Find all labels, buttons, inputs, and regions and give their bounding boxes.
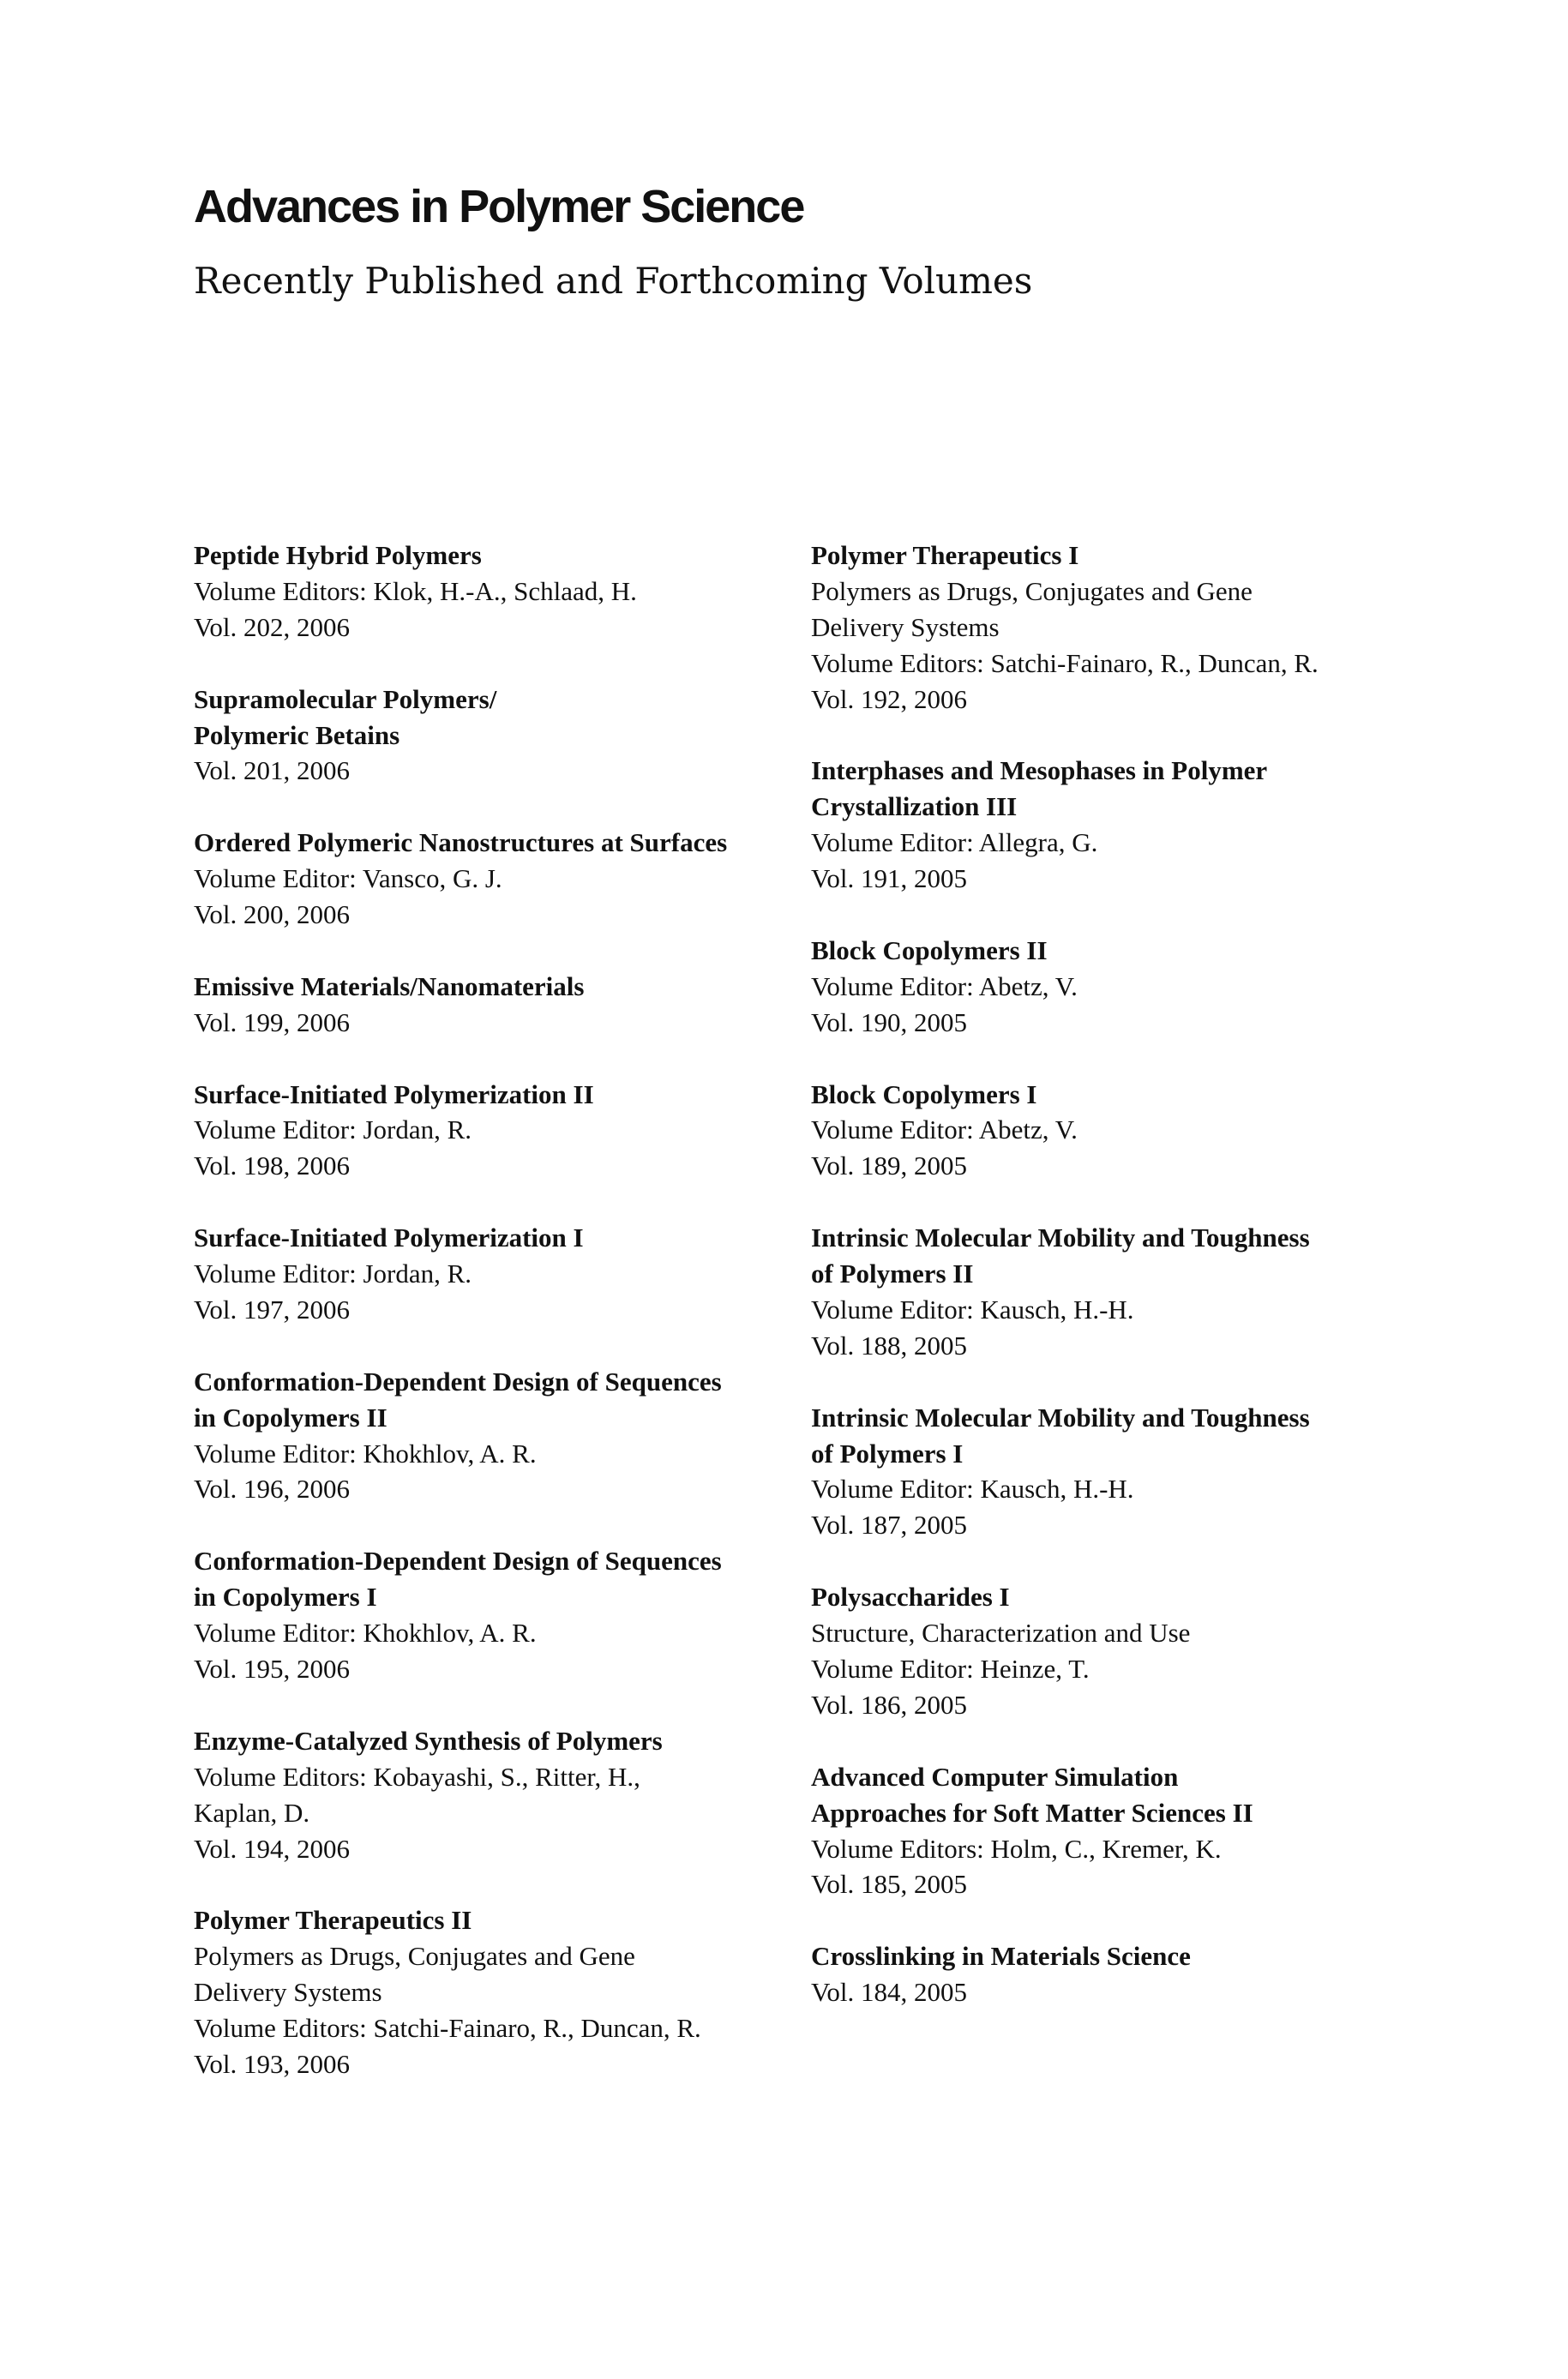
volume-entry (811, 1938, 1428, 2010)
volume-detail-line: Vol. 197, 2006 (194, 1294, 351, 1325)
volume-detail-line: Vol. 198, 2006 (194, 1150, 351, 1181)
volume-detail-line: Volume Editor: Khokhlov, A. R. (194, 1438, 537, 1469)
volume-title-line: Advanced Computer Simulation (811, 1761, 1179, 1792)
volume-title-line: of Polymers II (811, 1259, 974, 1289)
volume-entry (194, 1543, 794, 1687)
volume-detail-line: Vol. 188, 2005 (811, 1330, 968, 1361)
volume-detail-line: Volume Editor: Abetz, V. (811, 1114, 1078, 1145)
volume-detail-line: Delivery Systems (194, 1977, 382, 2008)
volume-detail-line: Vol. 192, 2006 (811, 683, 968, 714)
volume-detail-line: Volume Editor: Abetz, V. (811, 970, 1078, 1001)
volume-entry (811, 1220, 1428, 1364)
volume-detail-line: Delivery Systems (811, 611, 1000, 642)
volume-title-line: Block Copolymers II (811, 934, 1048, 965)
volume-detail-line: Vol. 190, 2005 (811, 1006, 968, 1037)
volume-entry (194, 1077, 794, 1185)
volume-detail-line: Vol. 187, 2005 (811, 1510, 968, 1541)
volume-title-line: Block Copolymers I (811, 1078, 1037, 1109)
volume-title-line: Emissive Materials/Nanomaterials (194, 970, 585, 1001)
volume-title-line: Enzyme-Catalyzed Synthesis of Polymers (194, 1725, 663, 1756)
volume-detail-line: Polymers as Drugs, Conjugates and Gene (811, 575, 1253, 606)
volume-title-line: Crosslinking in Materials Science (811, 1941, 1191, 1972)
volume-entry (811, 1400, 1428, 1544)
volume-title-line: in Copolymers I (194, 1582, 377, 1613)
volume-title-line: Interphases and Mesophases in Polymer (811, 755, 1268, 786)
volume-detail-line: Vol. 189, 2005 (811, 1150, 968, 1181)
volume-title-line: Polymeric Betains (194, 719, 400, 750)
volume-detail-line: Vol. 191, 2005 (811, 863, 968, 894)
volume-detail-line: Kaplan, D. (194, 1797, 310, 1828)
volume-detail-line: Volume Editor: Khokhlov, A. R. (194, 1618, 537, 1649)
volume-entry (194, 538, 794, 646)
volume-title-line: in Copolymers II (194, 1402, 387, 1433)
volume-title-line: Conformation-Dependent Design of Sequences (194, 1366, 722, 1397)
volume-entry (811, 1759, 1428, 1903)
volume-title-line: Peptide Hybrid Polymers (194, 540, 482, 570)
volume-entry (811, 753, 1428, 897)
volume-detail-line: Volume Editor: Kausch, H.-H. (811, 1474, 1134, 1505)
volume-detail-line: Volume Editor: Heinze, T. (811, 1654, 1090, 1684)
volume-detail-line: Vol. 200, 2006 (194, 899, 351, 930)
volume-detail-line: Volume Editor: Jordan, R. (194, 1114, 472, 1145)
volume-detail-line: Volume Editor: Vansco, G. J. (194, 863, 502, 894)
volume-entry (811, 538, 1428, 718)
volume-title-line: Supramolecular Polymers/ (194, 683, 497, 714)
volume-title-line: Conformation-Dependent Design of Sequences (194, 1546, 722, 1577)
volume-detail-line: Vol. 196, 2006 (194, 1474, 351, 1505)
volume-detail-line: Vol. 186, 2005 (811, 1689, 968, 1720)
volume-detail-line: Volume Editors: Kobayashi, S., Ritter, H., (194, 1761, 640, 1792)
volume-detail-line: Volume Editor: Kausch, H.-H. (811, 1294, 1134, 1325)
volume-entry (194, 1364, 794, 1508)
volume-title-line: Polymer Therapeutics II (194, 1905, 472, 1936)
volume-list-left-column (194, 538, 794, 2118)
volume-detail-line: Vol. 184, 2005 (811, 1977, 968, 2008)
volume-entry (811, 1579, 1428, 1723)
volume-entry (194, 682, 794, 790)
volume-title-line: Surface-Initiated Polymerization II (194, 1078, 594, 1109)
volume-detail-line: Vol. 194, 2006 (194, 1833, 351, 1864)
volume-detail-line: Vol. 195, 2006 (194, 1653, 351, 1684)
volume-title-line: Surface-Initiated Polymerization I (194, 1223, 584, 1253)
volume-title-line: Intrinsic Molecular Mobility and Toughness (811, 1402, 1310, 1433)
series-subtitle: Recently Published and Forthcoming Volumes (194, 260, 1033, 302)
volume-title-line: Polymer Therapeutics I (811, 540, 1079, 570)
volume-entry (811, 1077, 1428, 1185)
volume-title-line: Polysaccharides I (811, 1582, 1010, 1613)
volume-detail-line: Volume Editors: Klok, H.-A., Schlaad, H. (194, 575, 637, 606)
volume-title-line: Ordered Polymeric Nanostructures at Surfaces (194, 827, 728, 858)
volume-entry (194, 1723, 794, 1867)
volume-detail-line: Polymers as Drugs, Conjugates and Gene (194, 1941, 635, 1972)
volume-detail-line: Volume Editors: Satchi-Fainaro, R., Duncan, R. (811, 647, 1319, 678)
volume-entry (194, 825, 794, 933)
volume-entry (811, 933, 1428, 1041)
volume-detail-line: Volume Editors: Holm, C., Kremer, K. (811, 1833, 1222, 1864)
volume-title-line: Approaches for Soft Matter Sciences II (811, 1797, 1253, 1828)
volume-detail-line: Vol. 193, 2006 (194, 2048, 351, 2079)
volume-entry (194, 969, 794, 1041)
volume-title-line: Intrinsic Molecular Mobility and Toughness (811, 1223, 1310, 1253)
volume-detail-line: Vol. 201, 2006 (194, 755, 351, 786)
volume-detail-line: Volume Editor: Jordan, R. (194, 1259, 472, 1289)
series-title: Advances in Polymer Science (194, 181, 804, 232)
volume-entry (194, 1902, 794, 2082)
volume-list-right-column (811, 538, 1428, 2046)
volume-detail-line: Vol. 202, 2006 (194, 611, 351, 642)
volume-detail-line: Volume Editors: Satchi-Fainaro, R., Duncan, R. (194, 2013, 701, 2044)
volume-detail-line: Volume Editor: Allegra, G. (811, 827, 1098, 858)
volume-detail-line: Vol. 199, 2006 (194, 1006, 351, 1037)
volume-title-line: Crystallization III (811, 791, 1018, 822)
volume-entry (194, 1220, 794, 1328)
volume-detail-line: Vol. 185, 2005 (811, 1869, 968, 1900)
volume-detail-line: Structure, Characterization and Use (811, 1618, 1191, 1649)
volume-title-line: of Polymers I (811, 1438, 964, 1469)
